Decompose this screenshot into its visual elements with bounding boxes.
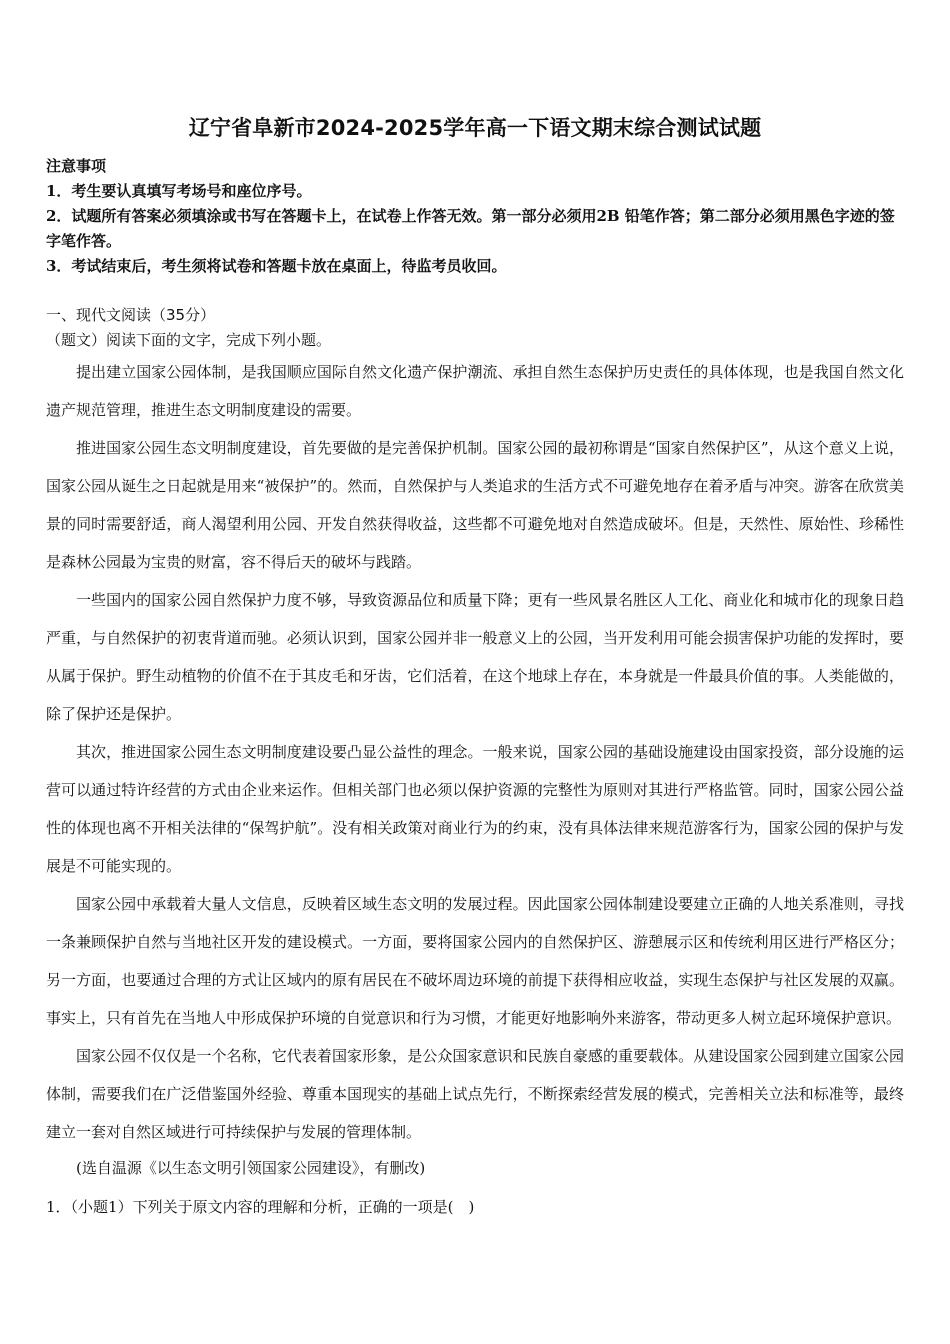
passage-paragraph: 国家公园不仅仅是一个名称，它代表着国家形象，是公众国家意识和民族自豪感的重要载体。从建设国家公园到建立国家公园体制，需要我们在广泛借鉴国外经验、尊重本国现实的基础上试点先行，不断探索经营发展的模式，完善相关立法和标准等，最终建立一套对自然区域进行可持续保护与发展的管理体制。 bbox=[46, 1047, 904, 1141]
reading-passage bbox=[46, 353, 904, 1185]
passage-paragraph: 一些国内的国家公园自然保护力度不够，导致资源品位和质量下降；更有一些风景名胜区人工化、商业化和城市化的现象日趋严重，与自然保护的初衷背道而驰。必须认识到，国家公园并非一般意义上的公园，当开发利用可能会损害保护功能的发挥时，要从属于保护。野生动植物的价值不在于其皮毛和牙齿，它们活着，在这个地球上存在，本身就是一件最具价值的事。人类能做的，除了保护还是保护。 bbox=[46, 591, 904, 723]
section-heading: 一、现代文阅读（35分） bbox=[46, 306, 216, 324]
notice-heading: 注意事项 bbox=[46, 157, 107, 175]
passage-paragraph: 推进国家公园生态文明制度建设，首先要做的是完善保护机制。国家公园的最初称谓是“国家自然保护区”，从这个意义上说，国家公园从诞生之日起就是用来“被保护”的。然而，自然保护与人类追求的生活方式不可避免地存在着矛盾与冲突。游客在欣赏美景的同时需要舒适，商人渴望利用公园、开发自然获得收益，这些都不可避免地对自然造成破坏。但是，天然性、原始性、珍稀性是森林公园最为宝贵的财富，容不得后天的破坏与践踏。 bbox=[46, 439, 904, 571]
notice-item: 1．考生要认真填写考场号和座位序号。 bbox=[46, 182, 312, 200]
page-title: 辽宁省阜新市2024-2025学年高一下语文期末综合测试试题 bbox=[188, 116, 762, 140]
notice-item: 2．试题所有答案必须填涂或书写在答题卡上，在试卷上作答无效。第一部分必须用2B 铅笔作答；第二部分必须用黑色字迹的签字笔作答。 bbox=[46, 207, 895, 250]
passage-source: (选自温源《以生态文明引领国家公园建设》，有删改) bbox=[76, 1159, 426, 1177]
section-lead: （题文）阅读下面的文字，完成下列小题。 bbox=[46, 331, 332, 349]
passage-paragraph: 提出建立国家公园体制，是我国顺应国际自然文化遗产保护潮流、承担自然生态保护历史责任的具体体现，也是我国自然文化遗产规范管理，推进生态文明制度建设的需要。 bbox=[46, 363, 904, 419]
passage-paragraph: 国家公园中承载着大量人文信息，反映着区域生态文明的发展过程。因此国家公园体制建设要建立正确的人地关系准则，寻找一条兼顾保护自然与当地社区开发的建设模式。一方面，要将国家公园内的自然保护区、游憩展示区和传统利用区进行严格区分；另一方面，也要通过合理的方式让区域内的原有居民在不破坏周边环境的前提下获得相应收益，实现生态保护与社区发展的双赢。事实上，只有首先在当地人中形成保护环境的自觉意识和行为习惯，才能更好地影响外来游客，带动更多人树立起环境保护意识。 bbox=[46, 895, 904, 1027]
question-1: 1．（小题1）下列关于原文内容的理解和分析，正确的一项是( ) bbox=[46, 1198, 475, 1216]
passage-paragraph: 其次，推进国家公园生态文明制度建设要凸显公益性的理念。一般来说，国家公园的基础设施建设由国家投资，部分设施的运营可以通过特许经营的方式由企业来运作。但相关部门也必须以保护资源的完整性为原则对其进行严格监管。同时，国家公园公益性的体现也离不开相关法律的“保驾护航”。没有相关政策对商业行为的约束，没有具体法律来规范游客行为，国家公园的保护与发展是不可能实现的。 bbox=[46, 743, 904, 875]
notice-item: 3．考试结束后，考生须将试卷和答题卡放在桌面上，待监考员收回。 bbox=[46, 257, 507, 275]
notice-block bbox=[46, 154, 904, 279]
